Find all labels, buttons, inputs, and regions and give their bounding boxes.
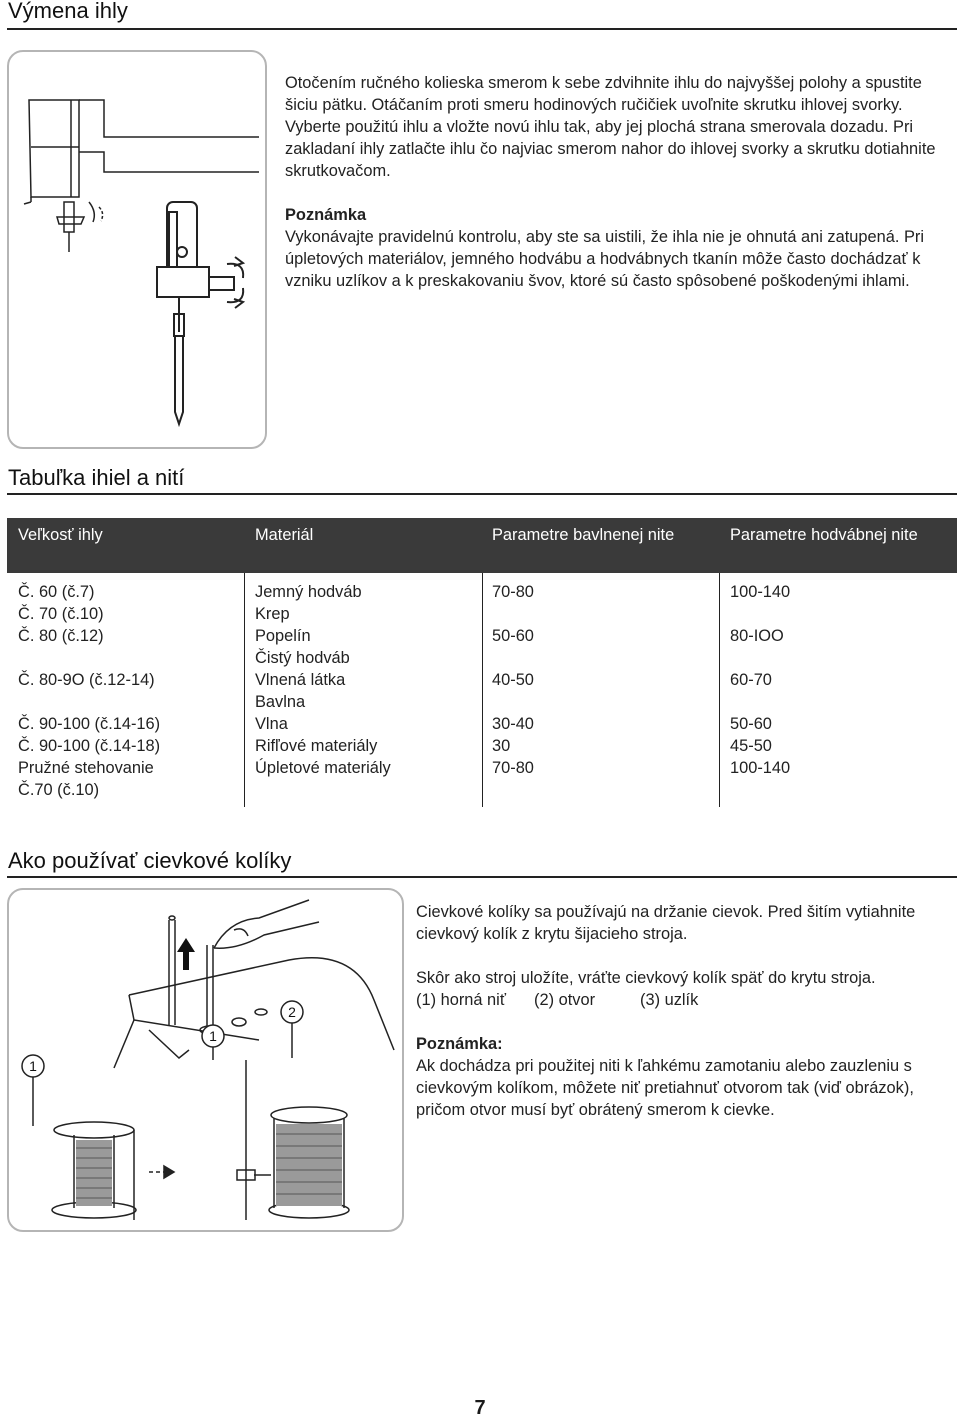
note-title: Poznámka: — [416, 1035, 503, 1053]
header-needle-size: Veľkosť ihly — [18, 526, 103, 544]
table-cell: 80-IOO — [730, 627, 784, 645]
table-cell: 100-140 — [730, 583, 791, 601]
table-cell: Úpletové materiály — [255, 759, 391, 777]
table-cell: 60-70 — [730, 671, 772, 689]
table-cell: 50-60 — [492, 627, 534, 645]
table-cell: Popelín — [255, 627, 311, 645]
callout-label: 1 — [209, 1028, 217, 1044]
table-cell — [492, 647, 534, 669]
callout-label: 2 — [288, 1004, 296, 1020]
section-rule — [7, 876, 957, 878]
section-title-needle-replacement: Výmena ihly — [8, 0, 128, 23]
note-title: Poznámka — [285, 206, 367, 224]
header-material: Materiál — [255, 526, 314, 544]
spool-pin-text-1: Cievkové kolíky sa používajú na držanie cievok. Pred šitím vytiahnite cievkový kolík z krytu šijacieho stroja. — [416, 903, 916, 943]
table-cell — [18, 647, 160, 669]
table-cell — [492, 603, 534, 625]
page-number: 7 — [474, 1397, 486, 1419]
table-cell: 70-80 — [492, 583, 534, 601]
table-cell: Č.70 (č.10) — [18, 781, 100, 799]
spool-pin-figure — [7, 888, 404, 1232]
needle-illustration — [9, 52, 265, 447]
section-rule — [7, 493, 957, 495]
table-cell — [730, 603, 790, 625]
column-divider — [244, 573, 245, 807]
table-cell: Č. 90-100 (č.14-16) — [18, 715, 161, 733]
note-text: Vykonávajte pravidelnú kontrolu, aby ste sa uistili, že ihla nie je ohnutá ani zatupená. Pri úpletových materiálov, jemného hodvábu a hodvábnych tkanín môže často dochádzať k vzniku uzlíkov a k preskakovaniu švov, ktoré sú často spôsobené poškodenými ihlami. — [285, 228, 925, 290]
table-cell: 30 — [492, 737, 511, 755]
needle-figure — [7, 50, 267, 449]
section-title-spool-pins: Ako používať cievkové kolíky — [8, 848, 292, 873]
table-cell: Krep — [255, 605, 290, 623]
table-cell: 40-50 — [492, 671, 534, 689]
column-material — [255, 581, 391, 801]
table-cell: Č. 90-100 (č.14-18) — [18, 737, 161, 755]
table-cell — [255, 779, 391, 801]
table-cell — [730, 647, 790, 669]
table-cell: Vlna — [255, 715, 288, 733]
table-cell: Č. 60 (č.7) — [18, 583, 95, 601]
header-cotton: Parametre bavlnenej nite — [492, 526, 675, 544]
table-cell: Č. 80 (č.12) — [18, 627, 104, 645]
spool-pin-illustration — [9, 890, 402, 1230]
table-cell — [730, 691, 790, 713]
column-cotton — [492, 581, 534, 801]
table-cell: Vlnená látka — [255, 671, 346, 689]
legend-item: (2) otvor — [534, 991, 596, 1009]
table-cell: Bavlna — [255, 693, 306, 711]
needle-instructions — [285, 72, 945, 292]
figure-legend — [416, 989, 956, 1011]
table-cell — [730, 779, 790, 801]
legend-item: (1) horná niť — [416, 991, 506, 1009]
spool-pin-instructions — [416, 901, 956, 1121]
column-needle-size — [18, 581, 160, 801]
table-cell: 100-140 — [730, 759, 791, 777]
callout-label: 1 — [29, 1058, 37, 1074]
table-cell: 50-60 — [730, 715, 772, 733]
table-cell: Rifľové materiály — [255, 737, 378, 755]
table-cell: 30-40 — [492, 715, 534, 733]
column-divider — [719, 573, 720, 807]
needle-instructions-text: Otočením ručného kolieska smerom k sebe zdvihnite ihlu do najvyššej polohy a spustite šiciu pätku. Otáčaním proti smeru hodinových ručičiek uvoľnite skrutku ihlovej svorky. Vyberte použitú ihlu a vložte novú ihlu tak, aby jej plochá strana smerovala dozadu. Pri zakladaní ihly zatlačte ihlu čo najviac smerom nahor do ihlovej svorky a skrutku dotiahnite skrutkovačom. — [285, 74, 936, 180]
legend-item: (3) uzlík — [640, 991, 699, 1009]
spool-pin-text-2: Skôr ako stroj uložíte, vráťte cievkový kolík späť do krytu stroja. — [416, 969, 876, 987]
header-silk: Parametre hodvábnej nite — [730, 526, 918, 544]
table-cell: 45-50 — [730, 737, 772, 755]
up-arrow-icon — [177, 938, 195, 970]
section-rule — [7, 28, 957, 30]
table-cell — [492, 779, 534, 801]
column-divider — [482, 573, 483, 807]
column-silk — [730, 581, 790, 801]
table-cell: Č. 80-9O (č.12-14) — [18, 671, 155, 689]
table-cell — [18, 691, 160, 713]
table-cell: Jemný hodváb — [255, 583, 362, 601]
table-cell: 70-80 — [492, 759, 534, 777]
note-text: Ak dochádza pri použitej niti k ľahkému zamotaniu alebo zauzleniu s cievkovým kolíkom, môžete niť pretiahnuť otvorom tak (viď obrázok), pričom otvor musí byť obrátený smerom k cievke. — [416, 1057, 914, 1119]
section-title-table: Tabuľka ihiel a nití — [8, 465, 185, 490]
table-cell: Č. 70 (č.10) — [18, 605, 104, 623]
table-cell — [492, 691, 534, 713]
table-cell: Čistý hodváb — [255, 649, 350, 667]
table-cell: Pružné stehovanie — [18, 759, 154, 777]
